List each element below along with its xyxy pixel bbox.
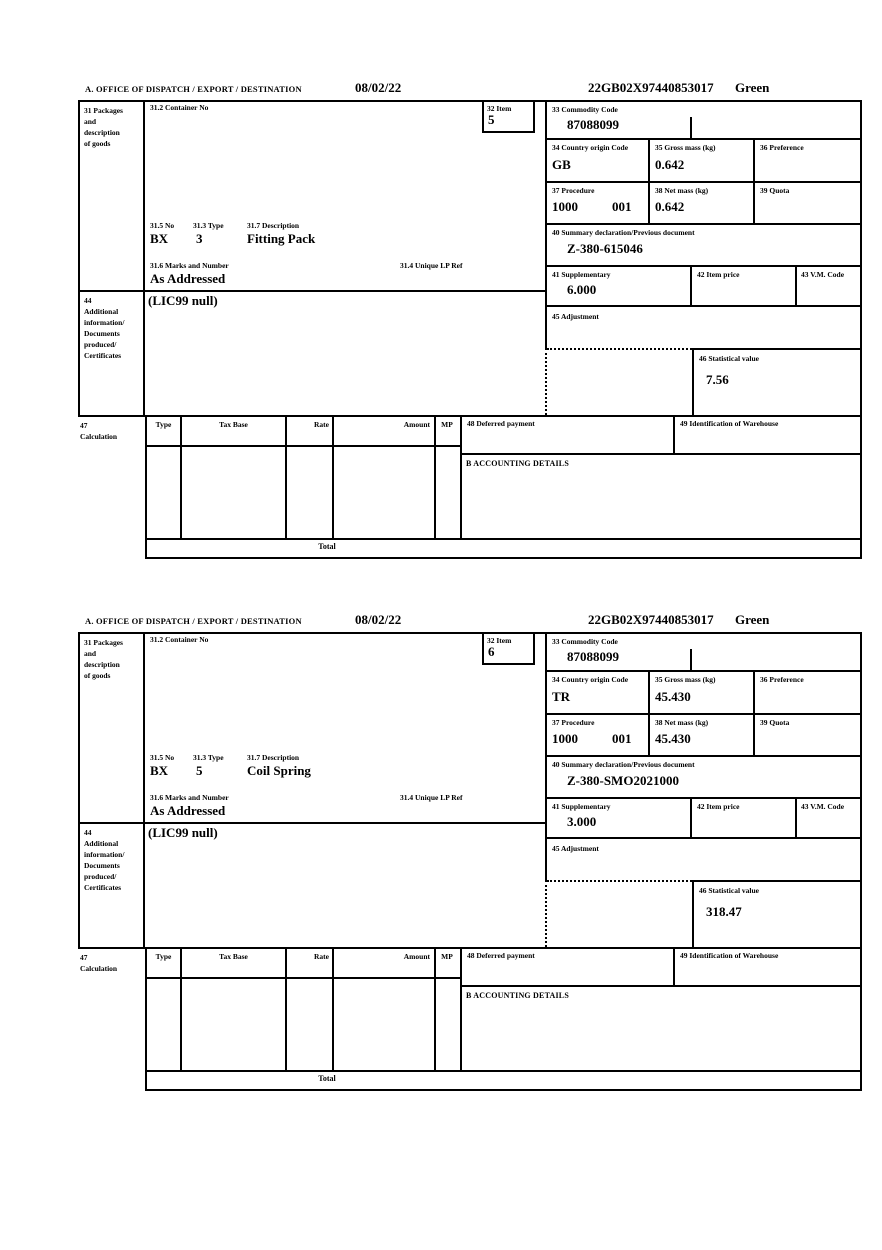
table-divider-3	[332, 417, 334, 538]
col-type-header: Type	[155, 952, 172, 961]
divider-45-dotted	[547, 880, 692, 882]
table-divider-2	[285, 949, 287, 1070]
box43-vm-code	[797, 267, 862, 307]
procedure-value-1: 1000	[552, 199, 578, 214]
box45-adjustment	[547, 839, 862, 880]
office-of-dispatch-label: A. OFFICE OF DISPATCH / EXPORT / DESTINATION	[85, 616, 302, 626]
col-tax-base-header: Tax Base	[219, 420, 248, 429]
tax-calculation-table	[145, 415, 462, 540]
quota-label: 39 Quota	[760, 718, 790, 727]
box44-label-line2: Additional	[84, 839, 119, 848]
box47-calculation-label	[80, 952, 117, 974]
box44-label-line4: Documents	[84, 329, 120, 338]
box44-content	[145, 290, 547, 415]
box36-preference	[755, 140, 862, 183]
box44-label-line3: information/	[84, 318, 125, 327]
box31-label-line4: of goods	[84, 139, 111, 148]
col-rate-header: Rate	[314, 420, 329, 429]
package-no-value: BX	[150, 763, 169, 778]
box38-net-mass	[650, 183, 755, 225]
dispatch-date: 08/02/22	[355, 612, 402, 627]
marks-label: 31.6 Marks and Number	[150, 793, 229, 802]
divider-45-dotted	[547, 348, 692, 350]
box34-country-origin	[547, 140, 650, 183]
supplementary-label: 41 Supplementary	[552, 802, 611, 811]
table-divider-4	[434, 949, 436, 1070]
vm-code-label: 43 V.M. Code	[801, 270, 845, 279]
country-label: 34 Country origin Code	[552, 143, 629, 152]
commodity-label: 33 Commodity Code	[552, 637, 618, 646]
declaration-reference: 22GB02X97440853017	[588, 80, 714, 95]
box35-gross-mass	[650, 140, 755, 183]
accounting-details-label: B ACCOUNTING DETAILS	[466, 991, 569, 1000]
statistical-label: 46 Statistical value	[699, 354, 759, 363]
table-header-underline	[147, 977, 460, 979]
divider-33-partial	[690, 649, 692, 672]
gross-mass-label: 35 Gross mass (kg)	[655, 675, 716, 684]
divider-33-partial	[690, 117, 692, 140]
adjustment-label: 45 Adjustment	[552, 312, 599, 321]
accounting-details-box	[462, 987, 862, 1072]
statistical-value: 318.47	[706, 904, 742, 919]
goods-description-value: Coil Spring	[247, 763, 311, 778]
box33-commodity	[547, 632, 862, 672]
container-no-label: 31.2 Container No	[150, 103, 209, 112]
gross-mass-label: 35 Gross mass (kg)	[655, 143, 716, 152]
box37-procedure	[547, 715, 650, 757]
marks-value: As Addressed	[150, 271, 226, 286]
box47-label-line2: Calculation	[80, 964, 118, 973]
procedure-label: 37 Procedure	[552, 718, 595, 727]
commodity-code-value: 87088099	[567, 649, 619, 664]
box38-net-mass	[650, 715, 755, 757]
package-type-value: 3	[196, 231, 203, 246]
supplementary-units-value: 3.000	[567, 814, 597, 829]
box48-deferred-payment	[462, 415, 675, 455]
box31-label-line2: and	[84, 117, 97, 126]
box44-label-line1: 44	[84, 828, 92, 837]
adjustment-label: 45 Adjustment	[552, 844, 599, 853]
vm-code-label: 43 V.M. Code	[801, 802, 845, 811]
box31-label-line2: and	[84, 649, 97, 658]
table-header-underline	[147, 445, 460, 447]
box40-summary-declaration	[547, 225, 862, 267]
box31-label-line1: 31 Packages	[84, 638, 123, 647]
country-label: 34 Country origin Code	[552, 675, 629, 684]
pkg-no-label: 31.5 No	[150, 221, 175, 230]
declaration-item-copy	[0, 82, 882, 582]
col-amount-header: Amount	[403, 952, 430, 961]
col-rate-header: Rate	[314, 952, 329, 961]
net-mass-label: 38 Net mass (kg)	[655, 718, 709, 727]
box46-statistical-value	[692, 880, 862, 947]
additional-information-value: (LIC99 null)	[148, 825, 218, 840]
table-divider-1	[180, 949, 182, 1070]
box46-statistical-value	[692, 348, 862, 415]
procedure-value-1: 1000	[552, 731, 578, 746]
lp-ref-label: 31.4 Unique LP Ref	[400, 793, 463, 802]
box48-deferred-payment	[462, 947, 675, 987]
box49-warehouse	[675, 415, 862, 455]
box44-label-line6: Certificates	[84, 351, 122, 360]
table-divider-2	[285, 417, 287, 538]
total-row	[145, 540, 862, 559]
pkg-desc-label: 31.7 Description	[247, 753, 300, 762]
gross-mass-value: 45.430	[655, 689, 691, 704]
routing-status: Green	[735, 80, 770, 95]
box47-label-line1: 47	[80, 953, 88, 962]
divider-44-dotted	[545, 348, 547, 415]
tax-calculation-table	[145, 947, 462, 1072]
box31-packages	[78, 100, 145, 290]
item-label: 32 Item	[487, 104, 512, 113]
col-type-header: Type	[155, 420, 172, 429]
summary-label: 40 Summary declaration/Previous document	[552, 228, 695, 237]
total-label: Total	[318, 1074, 336, 1083]
office-of-dispatch-label: A. OFFICE OF DISPATCH / EXPORT / DESTINATION	[85, 84, 302, 94]
package-no-value: BX	[150, 231, 169, 246]
table-divider-1	[180, 417, 182, 538]
dispatch-date: 08/02/22	[355, 80, 402, 95]
box36-preference	[755, 672, 862, 715]
box41-supplementary	[547, 799, 692, 839]
box44-content	[145, 822, 547, 947]
box44-label-line5: produced/	[84, 872, 117, 881]
box33-commodity	[547, 100, 862, 140]
country-origin-value: GB	[552, 157, 571, 172]
quota-label: 39 Quota	[760, 186, 790, 195]
marks-label: 31.6 Marks and Number	[150, 261, 229, 270]
gross-mass-value: 0.642	[655, 157, 685, 172]
warehouse-label: 49 Identification of Warehouse	[680, 951, 779, 960]
commodity-code-value: 87088099	[567, 117, 619, 132]
box44-label-line2: Additional	[84, 307, 119, 316]
goods-description-value: Fitting Pack	[247, 231, 316, 246]
box44-label-line4: Documents	[84, 861, 120, 870]
box31-packages	[78, 632, 145, 822]
item-label: 32 Item	[487, 636, 512, 645]
box44-label-line3: information/	[84, 850, 125, 859]
box47-label-line2: Calculation	[80, 432, 118, 441]
item-price-label: 42 Item price	[697, 270, 740, 279]
item-price-label: 42 Item price	[697, 802, 740, 811]
box49-warehouse	[675, 947, 862, 987]
pkg-type-label: 31.3 Type	[193, 753, 224, 762]
preference-label: 36 Preference	[760, 675, 804, 684]
deferred-label: 48 Deferred payment	[467, 419, 535, 428]
item-number: 5	[488, 112, 495, 127]
pkg-no-label: 31.5 No	[150, 753, 175, 762]
box47-calculation-label	[80, 420, 117, 442]
supplementary-units-value: 6.000	[567, 282, 597, 297]
declaration-item-copy	[0, 614, 882, 1114]
box39-quota	[755, 183, 862, 225]
box45-adjustment	[547, 307, 862, 348]
table-divider-4	[434, 417, 436, 538]
accounting-details-box	[462, 455, 862, 540]
box31-label-line4: of goods	[84, 671, 111, 680]
country-origin-value: TR	[552, 689, 571, 704]
box34-country-origin	[547, 672, 650, 715]
preference-label: 36 Preference	[760, 143, 804, 152]
divider-44-dotted	[545, 880, 547, 947]
procedure-label: 37 Procedure	[552, 186, 595, 195]
net-mass-value: 0.642	[655, 199, 685, 214]
box40-summary-declaration	[547, 757, 862, 799]
total-label: Total	[318, 542, 336, 551]
marks-value: As Addressed	[150, 803, 226, 818]
box47-label-line1: 47	[80, 421, 88, 430]
col-tax-base-header: Tax Base	[219, 952, 248, 961]
summary-declaration-value: Z-380-615046	[567, 241, 643, 256]
col-mp-header: MP	[441, 420, 453, 429]
statistical-value: 7.56	[706, 372, 729, 387]
pkg-type-label: 31.3 Type	[193, 221, 224, 230]
box44-additional	[78, 290, 145, 415]
box31-label-line3: description	[84, 660, 120, 669]
warehouse-label: 49 Identification of Warehouse	[680, 419, 779, 428]
procedure-value-2: 001	[612, 731, 632, 746]
additional-information-value: (LIC99 null)	[148, 293, 218, 308]
item-number: 6	[488, 644, 495, 659]
package-type-value: 5	[196, 763, 203, 778]
box41-supplementary	[547, 267, 692, 307]
box44-label-line6: Certificates	[84, 883, 122, 892]
box31-label-line1: 31 Packages	[84, 106, 123, 115]
pkg-desc-label: 31.7 Description	[247, 221, 300, 230]
box32-item	[482, 100, 535, 133]
supplementary-label: 41 Supplementary	[552, 270, 611, 279]
box37-procedure	[547, 183, 650, 225]
accounting-details-label: B ACCOUNTING DETAILS	[466, 459, 569, 468]
container-no-label: 31.2 Container No	[150, 635, 209, 644]
summary-declaration-value: Z-380-SMO2021000	[567, 773, 679, 788]
box44-label-line1: 44	[84, 296, 92, 305]
routing-status: Green	[735, 612, 770, 627]
net-mass-label: 38 Net mass (kg)	[655, 186, 709, 195]
col-mp-header: MP	[441, 952, 453, 961]
box31-label-line3: description	[84, 128, 120, 137]
procedure-value-2: 001	[612, 199, 632, 214]
table-divider-3	[332, 949, 334, 1070]
box43-vm-code	[797, 799, 862, 839]
box39-quota	[755, 715, 862, 757]
box42-item-price	[692, 799, 797, 839]
box32-item	[482, 632, 535, 665]
statistical-label: 46 Statistical value	[699, 886, 759, 895]
deferred-label: 48 Deferred payment	[467, 951, 535, 960]
lp-ref-label: 31.4 Unique LP Ref	[400, 261, 463, 270]
net-mass-value: 45.430	[655, 731, 691, 746]
box44-label-line5: produced/	[84, 340, 117, 349]
box44-additional	[78, 822, 145, 947]
summary-label: 40 Summary declaration/Previous document	[552, 760, 695, 769]
declaration-reference: 22GB02X97440853017	[588, 612, 714, 627]
box35-gross-mass	[650, 672, 755, 715]
total-row	[145, 1072, 862, 1091]
commodity-label: 33 Commodity Code	[552, 105, 618, 114]
box42-item-price	[692, 267, 797, 307]
col-amount-header: Amount	[403, 420, 430, 429]
